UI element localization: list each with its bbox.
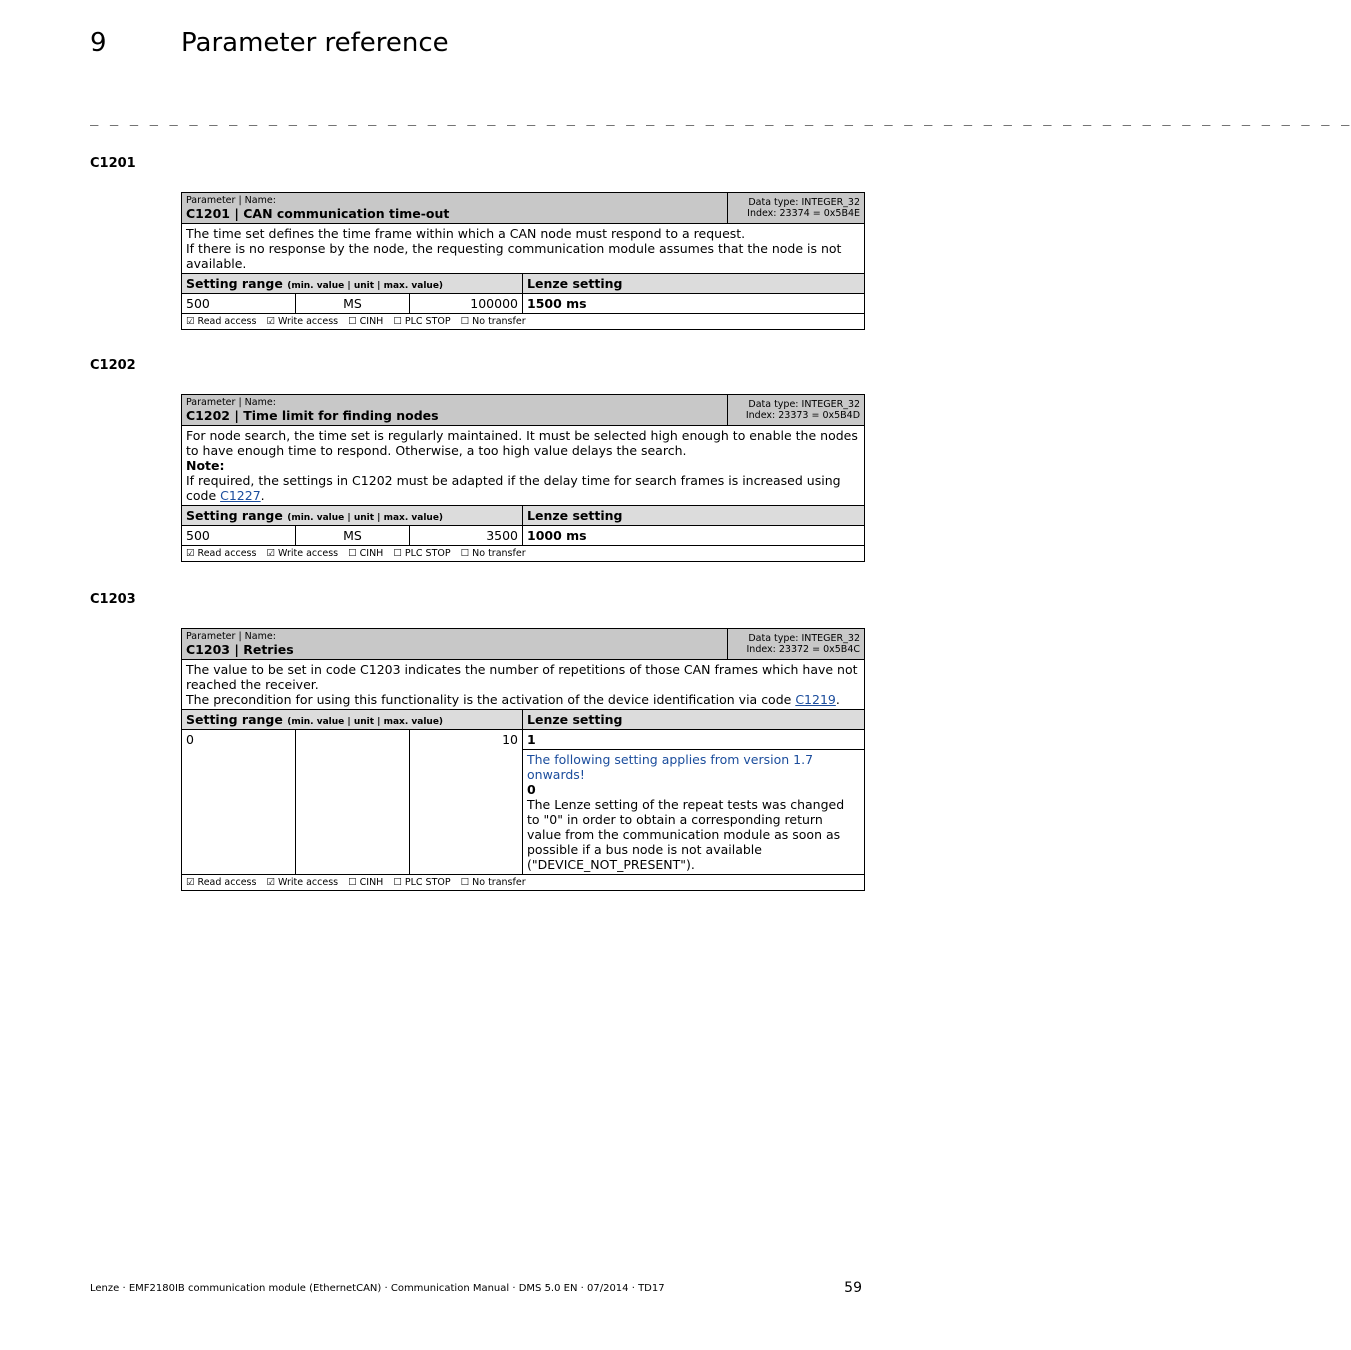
lenze-setting-header: Lenze setting	[523, 274, 865, 294]
max-value: 100000	[410, 294, 523, 314]
index: Index: 23374 = 0x5B4E	[747, 208, 861, 219]
footer-text: Lenze · EMF2180IB communication module (EthernetCAN) · Communication Manual · DMS 5.0 EN · 07/2014 · TD17	[90, 1283, 665, 1294]
min-value: 500	[182, 526, 296, 546]
datatype-cell	[728, 629, 865, 660]
param-name: C1201 | CAN communication time-out	[186, 206, 450, 221]
param-name-label: Parameter | Name:	[186, 195, 276, 206]
setting-range-header: Setting range (min. value | unit | max. value)	[182, 274, 523, 294]
access-flags: ☑ Read access ☑ Write access ☐ CINH ☐ PLC STOP ☐ No transfer	[182, 875, 865, 891]
description-1: The value to be set in code C1203 indicates the number of repetitions of those CAN frames which have not reached the receiver.	[186, 662, 858, 692]
description-cell	[182, 660, 865, 710]
datatype-cell	[728, 395, 865, 426]
unit-value: MS	[296, 526, 410, 546]
chapter-title: Parameter reference	[181, 28, 449, 58]
version-description: The Lenze setting of the repeat tests was changed to "0" in order to obtain a corresponding return value from the communication module as soon as possible if a bus node is not available ("DEVICE_NOT_PRESENT").	[527, 797, 845, 872]
min-value: 500	[182, 294, 296, 314]
description-2: The precondition for using this functionality is the activation of the device identification via code C1219.	[186, 692, 840, 707]
description-2: If required, the settings in C1202 must be adapted if the delay time for search frames is increased using code C1227.	[186, 473, 841, 503]
version-value: 0	[527, 782, 536, 797]
min-value: 0	[182, 730, 296, 875]
code-heading-c1201: C1201	[90, 156, 136, 171]
param-name: C1202 | Time limit for finding nodes	[186, 408, 439, 423]
max-value: 3500	[410, 526, 523, 546]
unit-value: MS	[296, 294, 410, 314]
version-note: The following setting applies from version 1.7 onwards!	[527, 752, 814, 782]
unit-value	[296, 730, 410, 875]
index: Index: 23373 = 0x5B4D	[745, 410, 861, 421]
lenze-value: 1	[523, 730, 865, 750]
datatype: Data type: INTEGER_32	[748, 633, 860, 644]
code-heading-c1202: C1202	[90, 358, 136, 373]
index: Index: 23372 = 0x5B4C	[746, 644, 860, 655]
version-note-cell	[523, 750, 865, 875]
header-divider: _ _ _ _ _ _ _ _ _ _ _ _ _ _ _ _ _ _ _ _ _ _ _ _ _ _ _ _ _ _ _ _ _ _ _ _ _ _ _ _ _ _ _ _ _ _ _ _ _ _ _ _ _ _ _ _ _ _ _ _ _ _ _ _	[90, 110, 1351, 126]
link-c1227[interactable]: C1227	[220, 488, 261, 503]
note-label: Note:	[186, 458, 225, 473]
setting-range-header: Setting range (min. value | unit | max. value)	[182, 710, 523, 730]
param-table-c1202	[181, 394, 865, 562]
description-2: If there is no response by the node, the requesting communication module assumes that the node is not available.	[186, 241, 842, 271]
lenze-setting-header: Lenze setting	[523, 710, 865, 730]
datatype-cell	[728, 193, 865, 224]
param-name-cell	[182, 193, 728, 224]
datatype: Data type: INTEGER_32	[748, 399, 861, 410]
access-flags: ☑ Read access ☑ Write access ☐ CINH ☐ PLC STOP ☐ No transfer	[182, 546, 865, 562]
link-c1219[interactable]: C1219	[795, 692, 836, 707]
lenze-setting-header: Lenze setting	[523, 506, 865, 526]
param-name-label: Parameter | Name:	[186, 397, 276, 408]
access-flags: ☑ Read access ☑ Write access ☐ CINH ☐ PLC STOP ☐ No transfer	[182, 314, 865, 330]
lenze-value: 1500 ms	[523, 294, 865, 314]
datatype: Data type: INTEGER_32	[748, 197, 861, 208]
page-number: 59	[844, 1280, 862, 1296]
description-cell	[182, 224, 865, 274]
description-1: For node search, the time set is regularly maintained. It must be selected high enough to enable the nodes to have enough time to respond. Otherwise, a too high value delays the search.	[186, 428, 858, 458]
param-name-label: Parameter | Name:	[186, 631, 276, 642]
lenze-value: 1000 ms	[523, 526, 865, 546]
code-heading-c1203: C1203	[90, 592, 136, 607]
param-name: C1203 | Retries	[186, 642, 294, 657]
param-table-c1203	[181, 628, 865, 891]
chapter-number: 9	[90, 28, 107, 58]
param-name-cell	[182, 629, 728, 660]
description-1: The time set defines the time frame within which a CAN node must respond to a request.	[186, 226, 746, 241]
param-name-cell	[182, 395, 728, 426]
max-value: 10	[410, 730, 523, 875]
param-table-c1201	[181, 192, 865, 330]
setting-range-header: Setting range (min. value | unit | max. value)	[182, 506, 523, 526]
description-cell	[182, 426, 865, 506]
